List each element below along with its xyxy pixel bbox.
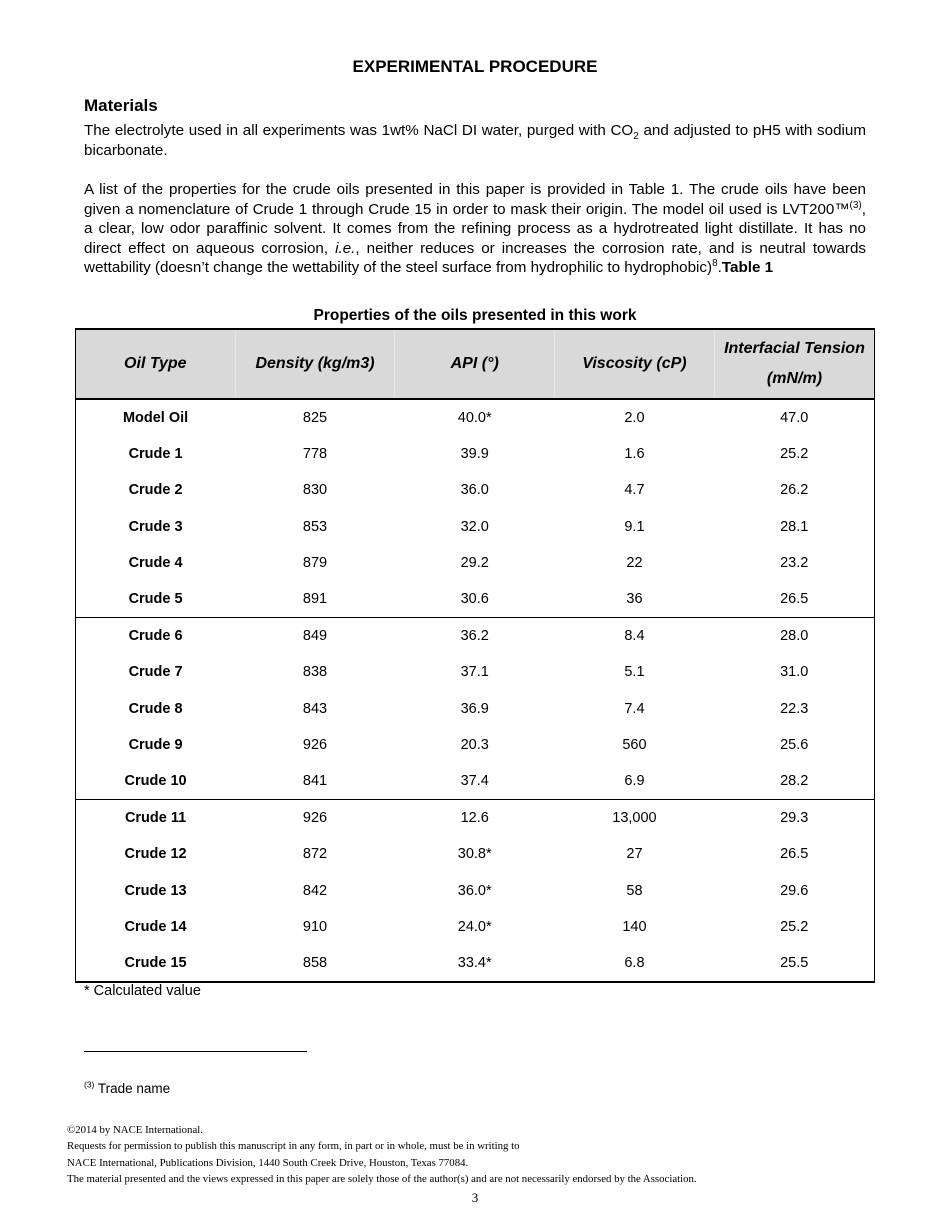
cell-density: 843: [302, 700, 328, 717]
cell-oil-type: Crude 7: [128, 664, 183, 681]
cell-oil-type: Crude 13: [124, 882, 187, 899]
table-row: [76, 581, 875, 618]
table-body: [76, 399, 875, 982]
cell-viscosity: 5.1: [624, 664, 645, 681]
cell-interfacial-tension: 25.6: [780, 736, 809, 753]
oil-properties-table: [75, 328, 875, 983]
p1-text-b: and adjusted to pH5 with sodium bicarbonate.: [84, 122, 866, 159]
cell-oil-type: Crude 12: [124, 846, 187, 863]
cell-density: 825: [302, 410, 328, 427]
cell-oil-type: Crude 11: [124, 810, 187, 827]
cell-viscosity: 22: [626, 554, 643, 571]
table-row: [76, 836, 875, 872]
p2-text-c: , neither reduces or increases the corrosion rate, and is neutral towards wettability (doesn’t change the wettability of the steel surface from hydrophilic to hydrophobic): [84, 239, 866, 276]
cell-density: 926: [302, 810, 328, 827]
table-row: [76, 436, 875, 472]
cell-viscosity: 4.7: [624, 482, 645, 499]
materials-heading: Materials: [84, 96, 158, 115]
cell-api: 40.0*: [457, 410, 492, 427]
cell-density: 842: [302, 882, 328, 899]
footnote-text: Trade name: [94, 1081, 171, 1096]
footnote-marker: (3): [84, 1079, 95, 1090]
table-row: [76, 509, 875, 545]
cell-density: 853: [302, 518, 328, 535]
cell-interfacial-tension: 28.1: [780, 518, 809, 535]
cell-interfacial-tension: 22.3: [780, 700, 809, 717]
cell-viscosity: 13,000: [612, 810, 657, 827]
cell-viscosity: 36: [554, 581, 714, 618]
cell-viscosity: 2.0: [624, 410, 645, 427]
table-row: [76, 763, 875, 800]
cell-api: 29.2: [460, 554, 489, 571]
footnote-divider: [84, 1051, 307, 1052]
header-interfacial-tension: Interfacial Tension (mN/m): [714, 329, 874, 399]
p2-footnote-ref: (3): [849, 199, 862, 211]
cell-viscosity: 7.4: [624, 700, 645, 717]
cell-viscosity: 6.8: [624, 954, 645, 971]
p2-text-b: , a clear, low odor paraffinic solvent. It comes from the refining process as a hydrotreated light distillate. It has no direct effect on aqueous corrosion,: [84, 200, 866, 257]
section-title: EXPERIMENTAL PROCEDURE: [352, 57, 598, 76]
cell-density: 778: [302, 446, 328, 463]
table-row: [76, 945, 875, 982]
header-oil-type: Oil Type: [76, 329, 236, 399]
cell-density: 891: [235, 581, 395, 618]
copyright-line-3: NACE International, Publications Division, 1440 South Creek Drive, Houston, Texas 77084.: [67, 1156, 469, 1169]
cell-density: 838: [302, 664, 328, 681]
cell-interfacial-tension: 25.5: [780, 954, 809, 971]
cell-oil-type: Crude 8: [128, 700, 183, 717]
table-row: [76, 472, 875, 508]
cell-density: 830: [302, 482, 328, 499]
cell-density: 858: [302, 954, 328, 971]
p2-text-a: A list of the properties for the crude oils presented in this paper is provided in Table 1. The crude oils have been given a nomenclature of Crude 1 through Crude 15 in order to mask their origin. The model oil used is LVT200™: [84, 181, 866, 218]
cell-oil-type: Crude 6: [128, 628, 183, 645]
cell-density: 879: [302, 554, 328, 571]
materials-paragraph-1: [84, 121, 866, 160]
cell-api: 37.1: [460, 664, 489, 681]
cell-interfacial-tension: 26.5: [714, 581, 874, 618]
page-number: 3: [471, 1190, 479, 1205]
p1-subscript: 2: [633, 131, 639, 143]
table-header-row: [76, 329, 875, 399]
cell-api: 36.9: [460, 700, 489, 717]
cell-viscosity: 9.1: [624, 518, 645, 535]
table-row: [76, 872, 875, 908]
cell-oil-type: Crude 5: [76, 581, 236, 618]
cell-viscosity: 27: [626, 846, 643, 863]
materials-paragraph-2: [84, 180, 866, 278]
cell-api: 36.2: [460, 628, 489, 645]
cell-density: 926: [302, 736, 328, 753]
table-caption: Properties of the oils presented in this work: [313, 307, 637, 324]
header-density: Density (kg/m3): [235, 329, 395, 399]
footnote: [84, 1081, 170, 1096]
table-row: [76, 545, 875, 581]
p2-italic-ie: i.e.: [335, 239, 356, 257]
cell-density: 841: [235, 763, 395, 800]
copyright-line-4: The material presented and the views expressed in this paper are solely those of the author(s) and are not necessarily endorsed by the Association.: [67, 1172, 697, 1185]
cell-oil-type: Crude 10: [76, 763, 236, 800]
cell-oil-type: Crude 3: [128, 518, 183, 535]
cell-interfacial-tension: 31.0: [780, 664, 809, 681]
table-row: [76, 691, 875, 727]
cell-api: 39.9: [460, 446, 489, 463]
cell-oil-type: Model Oil: [122, 410, 189, 427]
cell-api: 30.6: [395, 581, 555, 618]
table-row: [76, 909, 875, 945]
copyright-line-1: ©2014 by NACE International.: [67, 1124, 203, 1136]
cell-interfacial-tension: 25.2: [780, 918, 809, 935]
cell-viscosity: 8.4: [624, 628, 645, 645]
cell-density: 872: [302, 846, 328, 863]
cell-viscosity: 1.6: [624, 446, 645, 463]
table-row: [76, 727, 875, 763]
copyright-line-2: Requests for permission to publish this manuscript in any form, in part or in whole, must be in writing to: [67, 1140, 520, 1153]
cell-viscosity: 560: [622, 736, 647, 753]
copyright-block: [67, 1122, 897, 1187]
p2-text-d: .: [717, 259, 722, 276]
cell-density: 849: [302, 628, 328, 645]
cell-interfacial-tension: 29.6: [780, 882, 809, 899]
cell-api: 12.6: [460, 810, 489, 827]
p2-citation-ref: 8: [712, 257, 718, 269]
cell-api: 33.4*: [457, 954, 492, 971]
table-reference: Table 1: [721, 259, 774, 276]
cell-api: 36.0: [460, 482, 489, 499]
cell-api: 20.3: [460, 736, 489, 753]
cell-oil-type: Crude 4: [128, 554, 183, 571]
cell-interfacial-tension: 26.2: [780, 482, 809, 499]
cell-interfacial-tension: 28.2: [714, 763, 874, 800]
cell-interfacial-tension: 28.0: [780, 628, 809, 645]
cell-viscosity: 58: [626, 882, 643, 899]
table-row: [76, 800, 875, 837]
cell-oil-type: Crude 15: [124, 954, 187, 971]
cell-api: 32.0: [460, 518, 489, 535]
cell-interfacial-tension: 29.3: [780, 810, 809, 827]
header-viscosity: Viscosity (cP): [554, 329, 714, 399]
cell-oil-type: Crude 9: [128, 736, 183, 753]
cell-viscosity: 140: [622, 918, 647, 935]
cell-interfacial-tension: 23.2: [780, 554, 809, 571]
cell-interfacial-tension: 47.0: [780, 410, 809, 427]
p1-text-a: The electrolyte used in all experiments was 1wt% NaCl DI water, purged with CO: [84, 122, 634, 139]
table-row: [76, 399, 875, 436]
table-row: [76, 654, 875, 690]
cell-oil-type: Crude 1: [128, 446, 183, 463]
table-row: [76, 618, 875, 655]
cell-interfacial-tension: 26.5: [780, 846, 809, 863]
cell-api: 30.8*: [457, 846, 492, 863]
table-note: * Calculated value: [84, 983, 201, 999]
cell-density: 910: [302, 918, 328, 935]
cell-api: 36.0*: [457, 882, 492, 899]
cell-api: 24.0*: [457, 918, 492, 935]
cell-api: 37.4: [395, 763, 555, 800]
cell-oil-type: Crude 14: [124, 918, 187, 935]
cell-oil-type: Crude 2: [128, 482, 183, 499]
cell-viscosity: 6.9: [554, 763, 714, 800]
header-api: API (°): [395, 329, 555, 399]
cell-interfacial-tension: 25.2: [780, 446, 809, 463]
